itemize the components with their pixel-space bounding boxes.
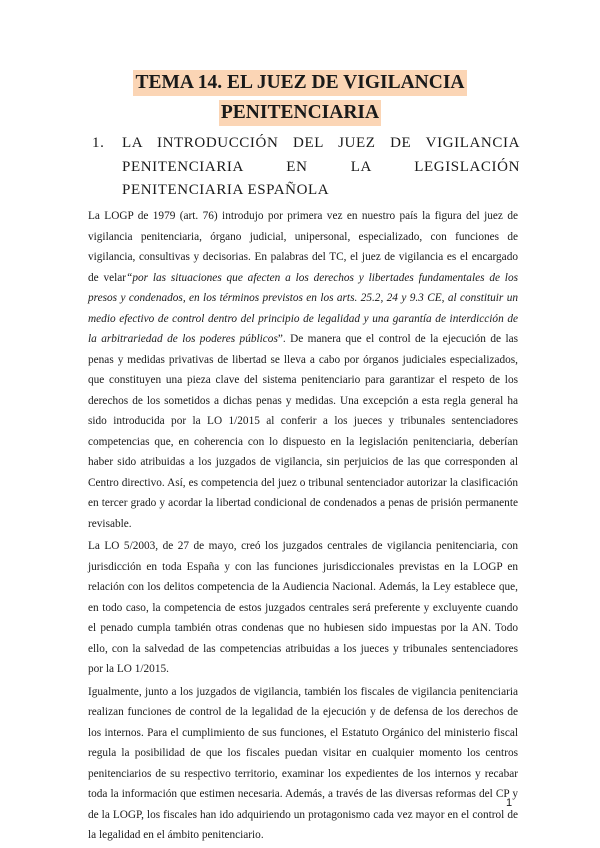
paragraph-3: Igualmente, junto a los juzgados de vigilancia, también los fiscales de vigilancia penitenciaria realizan funciones de control de la legalidad de la ejecución y de defensa de los derechos de los internos. Para el cumplimiento de sus funciones, el Estatuto Orgánico del ministerio fiscal regula la posibilidad de que los fiscales puedan visitar en cualquier momento los centros penitenciarios de su respectivo territorio, examinar los expedientes de los internos y recabar toda la información que estimen necesaria. Además, a través de las diversas reformas del CP y de la LOGP, los fiscales han ido adquiriendo un protagonismo cada vez mayor en el control de la legalidad en el ámbito penitenciario.	[88, 685, 518, 841]
paragraph-1-start: La LOGP de 1979 (art. 76) introdujo por primera vez en nuestro país la figura del juez de vigilancia penitenciaria, órgano judicial, unipersonal, especializado, con funciones de vigilancia, consultivas y decisorias. En palabras del TC, el juez de vigilancia es el encargado de velar	[88, 210, 518, 284]
page-number: 1	[506, 797, 513, 809]
paragraph-1-quote: “por las situaciones que afecten a los derechos y libertades fundamentales de los presos y condenados, en los términos previstos en los arts. 25.2, 24 y 9.3 CE, al constituir un medio efectivo de control dentro del principio de legalidad y una garantía de interdicción de la arbitrariedad de los poderes públicos	[88, 271, 518, 345]
paragraph-1-end: ”. De manera que el control de la ejecución de las penas y medidas privativas de libertad se lleva a cabo por órganos judiciales especializados, que constituyen una pieza clave del sistema penitenciario para garantizar el respeto de los derechos de los sometidos a dichas penas y medidas. Una excepción a esta regla general ha sido introducida por la LO 1/2015 al conferir a los jueces y tribunales sentenciadores competencias que, en coherencia con lo dispuesto en la legislación penitenciaria, deberían haber sido atribuidas a los juzgados de vigilancia, sin perjuicios de las que corresponden al Centro directivo. Así, es competencia del juez o tribunal sentenciador autorizar la clasificación en tercer grado y acordar la libertad condicional de condenados a penas de prisión permanente revisable.	[88, 333, 518, 530]
paragraph-1	[88, 206, 518, 534]
paragraph-2: La LO 5/2003, de 27 de mayo, creó los juzgados centrales de vigilancia penitenciaria, con jurisdicción en toda España y con las funciones jurisdiccionales previstas en la LOGP en relación con los delitos competencia de la Audiencia Nacional. Además, la Ley establece que, en todo caso, la competencia de estos juzgados centrales será preferente y excluyente cuando el penado cumpla también otras condenas que no hubiesen sido impuestas por la AN. Todo ello, con la salvedad de las competencias atribuidas a los jueces y tribunales sentenciadores por la LO 1/2015.	[88, 540, 518, 675]
page-title	[0, 70, 600, 130]
body-text	[88, 206, 518, 848]
title-line-2: PENITENCIARIA	[219, 100, 381, 126]
section-heading	[92, 132, 520, 203]
section-heading-text: LA INTRODUCCIÓN DEL JUEZ DE VIGILANCIA PENITENCIARIA EN LA LEGISLACIÓN PENITENCIARIA ESPAÑOLA	[122, 135, 520, 198]
title-line-1: TEMA 14. EL JUEZ DE VIGILANCIA	[133, 70, 466, 96]
section-number: 1.	[92, 135, 105, 151]
